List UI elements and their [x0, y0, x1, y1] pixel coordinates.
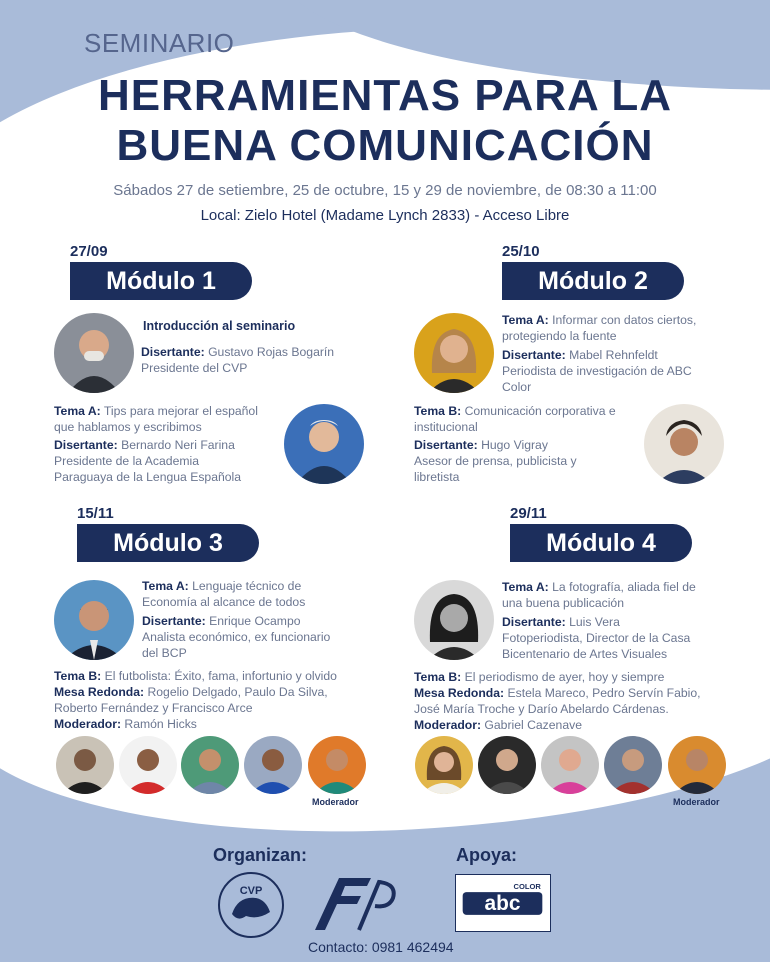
- organizan-label: Organizan:: [213, 845, 308, 865]
- module-2-date: 25/10: [502, 243, 540, 260]
- avatar-panel-4-1: [415, 736, 473, 794]
- module-2-speaker1: Disertante: Mabel Rehnfeldt: [502, 348, 658, 362]
- apoya-label: Apoya:: [456, 845, 518, 865]
- module-3-moderador: Moderador: Ramón Hicks: [54, 717, 197, 731]
- module-1-speaker2-role1: Presidente de la Academia: [54, 454, 199, 468]
- module-4-mesa: Mesa Redonda: Estela Mareco, Pedro Servín Fabio,: [414, 686, 701, 700]
- svg-text:abc: abc: [484, 892, 521, 916]
- module-1-speaker1: Disertante: Gustavo Rojas Bogarín: [141, 345, 335, 359]
- module-2-tema-b: Tema B: Comunicación corporativa e: [414, 404, 616, 418]
- module-1-pill: Módulo 1: [70, 262, 252, 300]
- module-2-speaker2-role1: Asesor de prensa, publicista y: [414, 454, 577, 468]
- module-1-speaker1-role: Presidente del CVP: [141, 361, 248, 375]
- module-4-mesa-line2: José María Troche y Darío Abelardo Cárdenas.: [414, 702, 669, 716]
- module-2-pill: Módulo 2: [502, 262, 684, 300]
- module-1-tema-a-line2: que hablamos y escribimos: [54, 420, 202, 434]
- module-1-speaker2: Disertante: Bernardo Neri Farina: [54, 438, 235, 452]
- avatar-panel-3-3: [181, 736, 239, 794]
- module-3-date: 15/11: [77, 505, 114, 522]
- avatar-panel-4-2: [478, 736, 536, 794]
- avatar-panel-3-2: [119, 736, 177, 794]
- fap-logo: [305, 872, 400, 934]
- module-4-speaker1-role1: Fotoperiodista, Director de la Casa: [502, 631, 691, 645]
- avatar-panel-3-4: [244, 736, 302, 794]
- module-4-pill: Módulo 4: [510, 524, 692, 562]
- module-3-pill: Módulo 3: [77, 524, 259, 562]
- module-3-speaker1-role2: del BCP: [142, 646, 187, 660]
- svg-text:COLOR: COLOR: [513, 882, 541, 892]
- avatar-moderator-gabriel-cazenave: [668, 736, 726, 794]
- title-line-1: HERRAMIENTAS PARA LA: [97, 71, 673, 120]
- avatar-mabel-rehnfeldt: [414, 313, 494, 393]
- avatar-luis-vera: [414, 580, 494, 660]
- svg-text:CVP: CVP: [239, 885, 263, 897]
- avatar-gustavo-rojas: [54, 313, 134, 393]
- module-2-speaker1-role1: Periodista de investigación de ABC: [502, 364, 692, 378]
- kicker-seminario: SEMINARIO: [84, 28, 235, 58]
- module-4-date: 29/11: [510, 505, 547, 522]
- title-line-2: BUENA COMUNICACIÓN: [116, 121, 654, 170]
- event-dates: Sábados 27 de setiembre, 25 de octubre, 15 y 29 de noviembre, de 08:30 a 11:00: [113, 182, 657, 199]
- avatar-enrique-ocampo: [54, 580, 134, 660]
- avatar-panel-3-1: [56, 736, 114, 794]
- module-2-tema-b-line2: institucional: [414, 420, 478, 434]
- module-4-speaker1: Disertante: Luis Vera: [502, 615, 620, 629]
- module-3-mesa-line2: Roberto Fernández y Francisco Arce: [54, 701, 253, 715]
- avatar-hugo-vigray: [644, 404, 724, 484]
- module-4-tema-a-line2: una buena publicación: [502, 596, 624, 610]
- module-2-speaker1-role2: Color: [502, 380, 532, 394]
- module-1-speaker2-role2: Paraguaya de la Lengua Española: [54, 470, 242, 484]
- module-3-tema-a-line2: Economía al alcance de todos: [142, 595, 306, 609]
- module-2-speaker2: Disertante: Hugo Vigray: [414, 438, 548, 452]
- cvp-logo: [214, 870, 288, 940]
- module-4-moderador: Moderador: Gabriel Cazenave: [414, 718, 582, 732]
- module-4-tema-b: Tema B: El periodismo de ayer, hoy y siempre: [414, 670, 665, 684]
- avatar-panel-4-4: [604, 736, 662, 794]
- module-3-tema-b: Tema B: El futbolista: Éxito, fama, infortunio y olvido: [54, 669, 337, 683]
- module-3-moderator-tag: Moderador: [312, 797, 359, 807]
- module-3-mesa: Mesa Redonda: Rogelio Delgado, Paulo Da Silva,: [54, 685, 328, 699]
- module-4-moderator-tag: Moderador: [673, 797, 720, 807]
- module-4-speaker1-role2: Bicentenario de Artes Visuales: [502, 647, 668, 661]
- event-place: Local: Zielo Hotel (Madame Lynch 2833) - Acceso Libre: [200, 207, 570, 224]
- module-1-tema-a: Tema A: Tips para mejorar el español: [54, 404, 258, 418]
- avatar-panel-4-3: [541, 736, 599, 794]
- module-1-date: 27/09: [70, 243, 108, 260]
- module-3-speaker1-role1: Analista económico, ex funcionario: [142, 630, 331, 644]
- module-4-tema-a: Tema A: La fotografía, aliada fiel de: [502, 580, 696, 594]
- contact-phone: Contacto: 0981 462494: [308, 939, 454, 955]
- module-3-tema-a: Tema A: Lenguaje técnico de: [142, 579, 302, 593]
- avatar-bernardo-neri: [284, 404, 364, 484]
- abc-color-logo: [455, 874, 551, 932]
- module-1-intro: Introducción al seminario: [143, 319, 296, 333]
- module-3-speaker1: Disertante: Enrique Ocampo: [142, 614, 301, 628]
- module-2-tema-a-line2: protegiendo la fuente: [502, 329, 617, 343]
- module-2-speaker2-role2: libretista: [414, 470, 460, 484]
- module-2-tema-a: Tema A: Informar con datos ciertos,: [502, 313, 697, 327]
- avatar-moderator-ramon-hicks: [308, 736, 366, 794]
